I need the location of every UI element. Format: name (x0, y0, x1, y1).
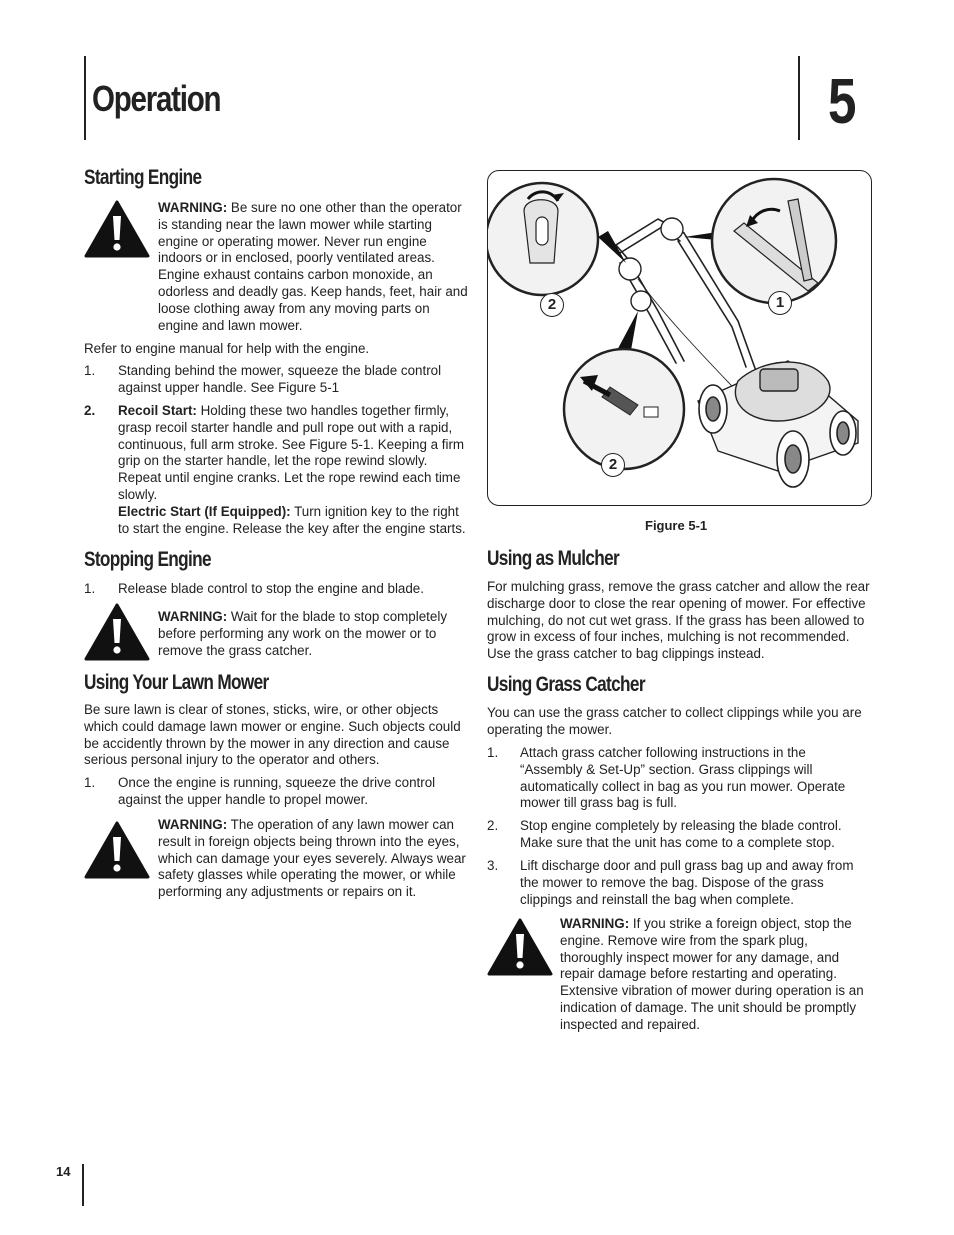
page-title: Operation (92, 78, 221, 119)
heading-using-lawn-mower: Using Your Lawn Mower (84, 671, 269, 694)
list-text: Release blade control to stop the engine and blade. (118, 581, 424, 596)
list-number: 2. (487, 818, 499, 833)
warning-label: WARNING: (158, 200, 228, 215)
header-rule-left (84, 56, 86, 140)
warning-catcher (487, 916, 871, 1036)
using-intro: Be sure lawn is clear of stones, sticks, wire, or other objects which could damage lawn mower or engine. Such objects could be accidently thrown by the mower in any direction and cause serious personal injury to the operator and others. (84, 702, 461, 768)
heading-starting-engine: Starting Engine (84, 166, 202, 189)
warning-triangle-icon (487, 918, 553, 976)
list-text: Standing behind the mower, squeeze the blade control against upper handle. See Figure 5-1 (118, 363, 442, 395)
figure-5-1 (487, 170, 872, 506)
mulcher-text: For mulching grass, remove the grass catcher and allow the rear discharge door to close the rear opening of mower. For effective mulching, do not cut wet grass. If the grass has been allowed to grow in excess of four inches, mulching is not recommended. Use the grass catcher to bag clippings instead. (487, 579, 870, 662)
warning-label: WARNING: (560, 916, 630, 931)
header-rule-right (798, 56, 800, 140)
warning-text: Be sure no one other than the operator is standing near the lawn mower while starting engine or operating mower. Never run engine indoors or in enclosed, poorly ventilated areas. Engine exhaust contains carbon monoxide, an odorless and deadly gas. Keep hands, feet, hair and loose clothing away from any moving parts on engine and lawn mower. (158, 200, 468, 333)
warning-using (84, 817, 466, 907)
list-item (84, 581, 466, 599)
warning-text: The operation of any lawn mower can result in foreign objects being thrown into the eyes, which can damage your eyes severely. Always wear safety glasses while operating the mower, or while performing any adjustments or repairs on it. (158, 817, 466, 900)
recoil-start-label: Recoil Start: (118, 403, 197, 418)
starting-intro: Refer to engine manual for help with the engine. (84, 341, 370, 356)
list-item (84, 363, 466, 399)
electric-start-label: Electric Start (If Equipped): (118, 503, 291, 519)
list-number: 1. (84, 581, 96, 596)
warning-stopping (84, 603, 466, 663)
warning-triangle-icon (84, 821, 150, 879)
warning-text: If you strike a foreign object, stop the engine. Remove wire from the spark plug, thoroughly inspect mower for any damage, and repair damage before restarting and operating. Extensive vibration of mower during operation is an indication of damage. The unit should be promptly inspected and repaired. (560, 916, 864, 1032)
list-text: Attach grass catcher following instructions in the “Assembly & Set-Up” section. Grass clippings will automatically collect in bag as you run mower. Operate mower till grass bag is full. (520, 745, 846, 811)
warning-triangle-icon (84, 200, 150, 258)
electric-start-text: Turn ignition key to the right to start the engine. Release the key after the engine starts. (118, 503, 466, 536)
list-number: 1. (84, 775, 96, 790)
callout-1: 1 (768, 291, 792, 315)
warning-label: WARNING: (158, 817, 228, 832)
list-text: Stop engine completely by releasing the blade control. Make sure that the unit has come to a complete stop. (520, 818, 842, 850)
heading-using-grass-catcher: Using Grass Catcher (487, 673, 645, 696)
catcher-intro: You can use the grass catcher to collect clippings while you are operating the mower. (487, 705, 862, 737)
callout-2-bottom: 2 (601, 453, 625, 477)
warning-text: Wait for the blade to stop completely before performing any work on the mower or to remove the grass catcher. (158, 609, 448, 658)
list-item (84, 403, 466, 536)
list-number: 1. (84, 363, 96, 378)
list-number: 2. (84, 403, 96, 418)
figure-caption: Figure 5-1 (645, 518, 708, 533)
list-item (487, 858, 871, 910)
heading-using-as-mulcher: Using as Mulcher (487, 547, 620, 570)
list-number: 3. (487, 858, 499, 873)
list-text: Once the engine is running, squeeze the drive control against the upper handle to propel mower. (118, 775, 436, 807)
list-text: Lift discharge door and pull grass bag up and away from the mower to remove the bag. Dispose of the grass clippings and reinstall the bag when complete. (520, 858, 854, 907)
list-item (487, 818, 871, 854)
list-item (84, 775, 466, 811)
callout-2-top: 2 (540, 293, 564, 317)
heading-stopping-engine: Stopping Engine (84, 548, 211, 571)
page-number: 14 (56, 1164, 71, 1179)
footer-rule (82, 1164, 84, 1206)
list-item (487, 745, 871, 813)
recoil-start-text: Holding these two handles together firmly, grasp recoil starter handle and pull rope out with a rapid, continuous, full arm stroke. See Figure 5-1. Keeping a firm grip on the starter handle, let the rope rewind slowly. Repeat until engine cranks. Let the rope rewind each time slowly. (118, 403, 465, 502)
warning-triangle-icon (84, 603, 150, 661)
chapter-number: 5 (828, 65, 857, 137)
warning-starting (84, 200, 466, 340)
warning-label: WARNING: (158, 609, 228, 624)
mower-illustration (488, 171, 871, 505)
list-number: 1. (487, 745, 499, 760)
